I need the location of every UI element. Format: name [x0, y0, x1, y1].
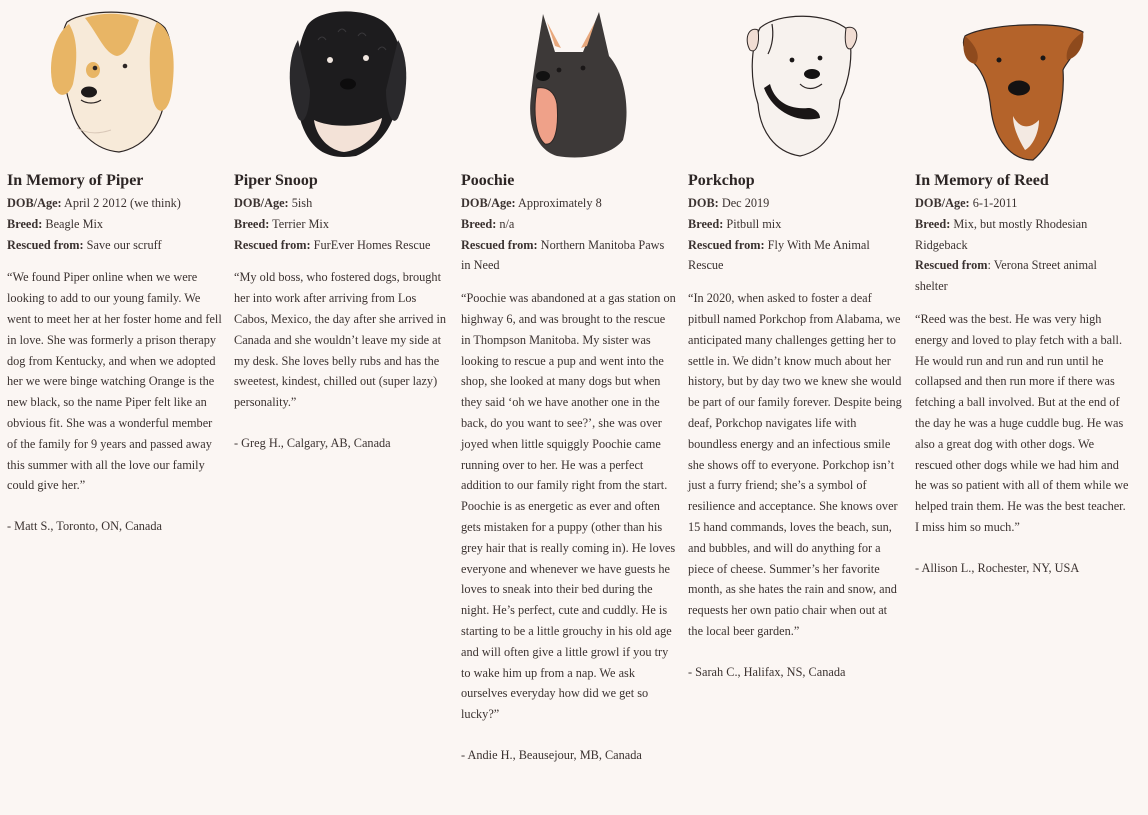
terrier-portrait-icon — [234, 0, 449, 168]
shepherd-portrait-icon — [461, 0, 676, 168]
story-attribution: - Andie H., Beausejour, MB, Canada — [461, 747, 642, 762]
dog-breed: Breed: Mix, but mostly Rhodesian Ridgeback — [915, 216, 1088, 252]
dog-breed: Breed: Beagle Mix — [7, 216, 104, 231]
dog-breed: Breed: n/a — [461, 216, 515, 231]
dog-story: “Poochie was abandoned at a gas station on highway 6, and was brought to the rescue in Thompson Manitoba. My sister was looking to rescue a pup and went into the shop, she looked at many dogs but when they said ‘oh we have another one in the back, do you want to see?’, she was over joyed when little squiggly Poochie came running over to her. He was a perfect addition to our family right from the start. Poochie is as energetic as ever and often gets mistaken for a puppy (other than his grey hair that is really coming in). He loves everyone and whenever we have guests he loves to sneak into their bed during the night. He’s perfect, cute and cuddly. He is starting to be a little grouchy in his old age and will often give a little growl if you try to wake him up from a nap. We ask ourselves everyday how did we get so lucky?” — [461, 291, 676, 722]
dog-name: Poochie — [461, 172, 515, 189]
dog-story: “My old boss, who fostered dogs, brought her into work after arriving from Los Cabos, Mexico, the day after she arrived in Canada and she wouldn’t leave my side at my desk. She loves belly rubs and has the sweetest, kindest, chilled out (super lazy) personality.” — [234, 270, 447, 410]
story-attribution: - Allison L., Rochester, NY, USA — [915, 560, 1080, 575]
story-attribution: - Matt S., Toronto, ON, Canada — [7, 519, 162, 534]
dog-name: Piper Snoop — [234, 172, 318, 189]
dog-name: In Memory of Reed — [915, 172, 1049, 189]
dog-dob: DOB/Age: 6-1-2011 — [915, 196, 1018, 210]
ridgeback-portrait-icon — [915, 0, 1130, 168]
dog-rescue: Rescued from: Save our scruff — [7, 237, 162, 252]
dog-rescue: Rescued from: Verona Street animal shelter — [915, 258, 1097, 294]
dog-breed: Breed: Pitbull mix — [688, 216, 782, 231]
dog-card — [234, 0, 449, 766]
dog-dob: DOB: Dec 2019 — [688, 196, 770, 210]
dog-breed: Breed: Terrier Mix — [234, 216, 329, 231]
dog-rescue: Rescued from: FurEver Homes Rescue — [234, 237, 431, 252]
dog-story: “Reed was the best. He was very high energy and loved to play fetch with a ball. He would run and run and run until he collapsed and then run more if there was fetching a ball involved. But at the end of the day he was a huge cuddle bug. He was also a great dog with other dogs. We rescued other dogs while we had him and he was so patient with all of them while we helped train them. He was the best teacher. I miss him so much.” — [915, 311, 1129, 534]
dog-dob: DOB/Age: April 2 2012 (we think) — [7, 196, 181, 210]
dog-dob: DOB/Age: Approximately 8 — [461, 196, 602, 210]
dog-story: “We found Piper online when we were looking to add to our young family. We went to meet her at her foster home and fell in love. She was formerly a prison therapy dog from Kentucky, and when we adopted her we were binge watching Orange is the new black, so the name Piper felt like an obvious fit. She was a wonderful member of the family for 9 years and passed away this summer with all the love our family could give her.” — [7, 270, 222, 493]
dog-card — [7, 0, 222, 766]
story-attribution: - Greg H., Calgary, AB, Canada — [234, 435, 391, 450]
pitbull-portrait-icon — [688, 0, 903, 168]
dog-rescue: Rescued from: Northern Manitoba Paws in Need — [461, 237, 665, 273]
dog-card — [688, 0, 903, 766]
dog-card — [461, 0, 676, 766]
dog-rescue: Rescued from: Fly With Me Animal Rescue — [688, 237, 870, 273]
dog-name: Porkchop — [688, 172, 755, 189]
dog-story: “In 2020, when asked to foster a deaf pitbull named Porkchop from Alabama, we anticipated many challenges getting her to settle in. We didn’t know much about her history, but by day two we knew she would be part of our family forever. Despite being deaf, Porkchop navigates life with boundless energy and an infectious smile she shows off to everyone. Porkchop isn’t just a furry friend; she’s a symbol of resilience and acceptance. She knows over 15 hand commands, loves the beach, sun, and bubbles, and will do anything for a piece of cheese. Summer’s her favorite month, as she hates the rain and snow, and requests her own patio chair when out at the local beer garden.” — [688, 291, 902, 638]
dog-card — [915, 0, 1130, 766]
beagle-portrait-icon — [7, 0, 222, 168]
story-attribution: - Sarah C., Halifax, NS, Canada — [688, 664, 846, 679]
dog-name: In Memory of Piper — [7, 172, 144, 189]
dog-dob: DOB/Age: 5ish — [234, 196, 313, 210]
